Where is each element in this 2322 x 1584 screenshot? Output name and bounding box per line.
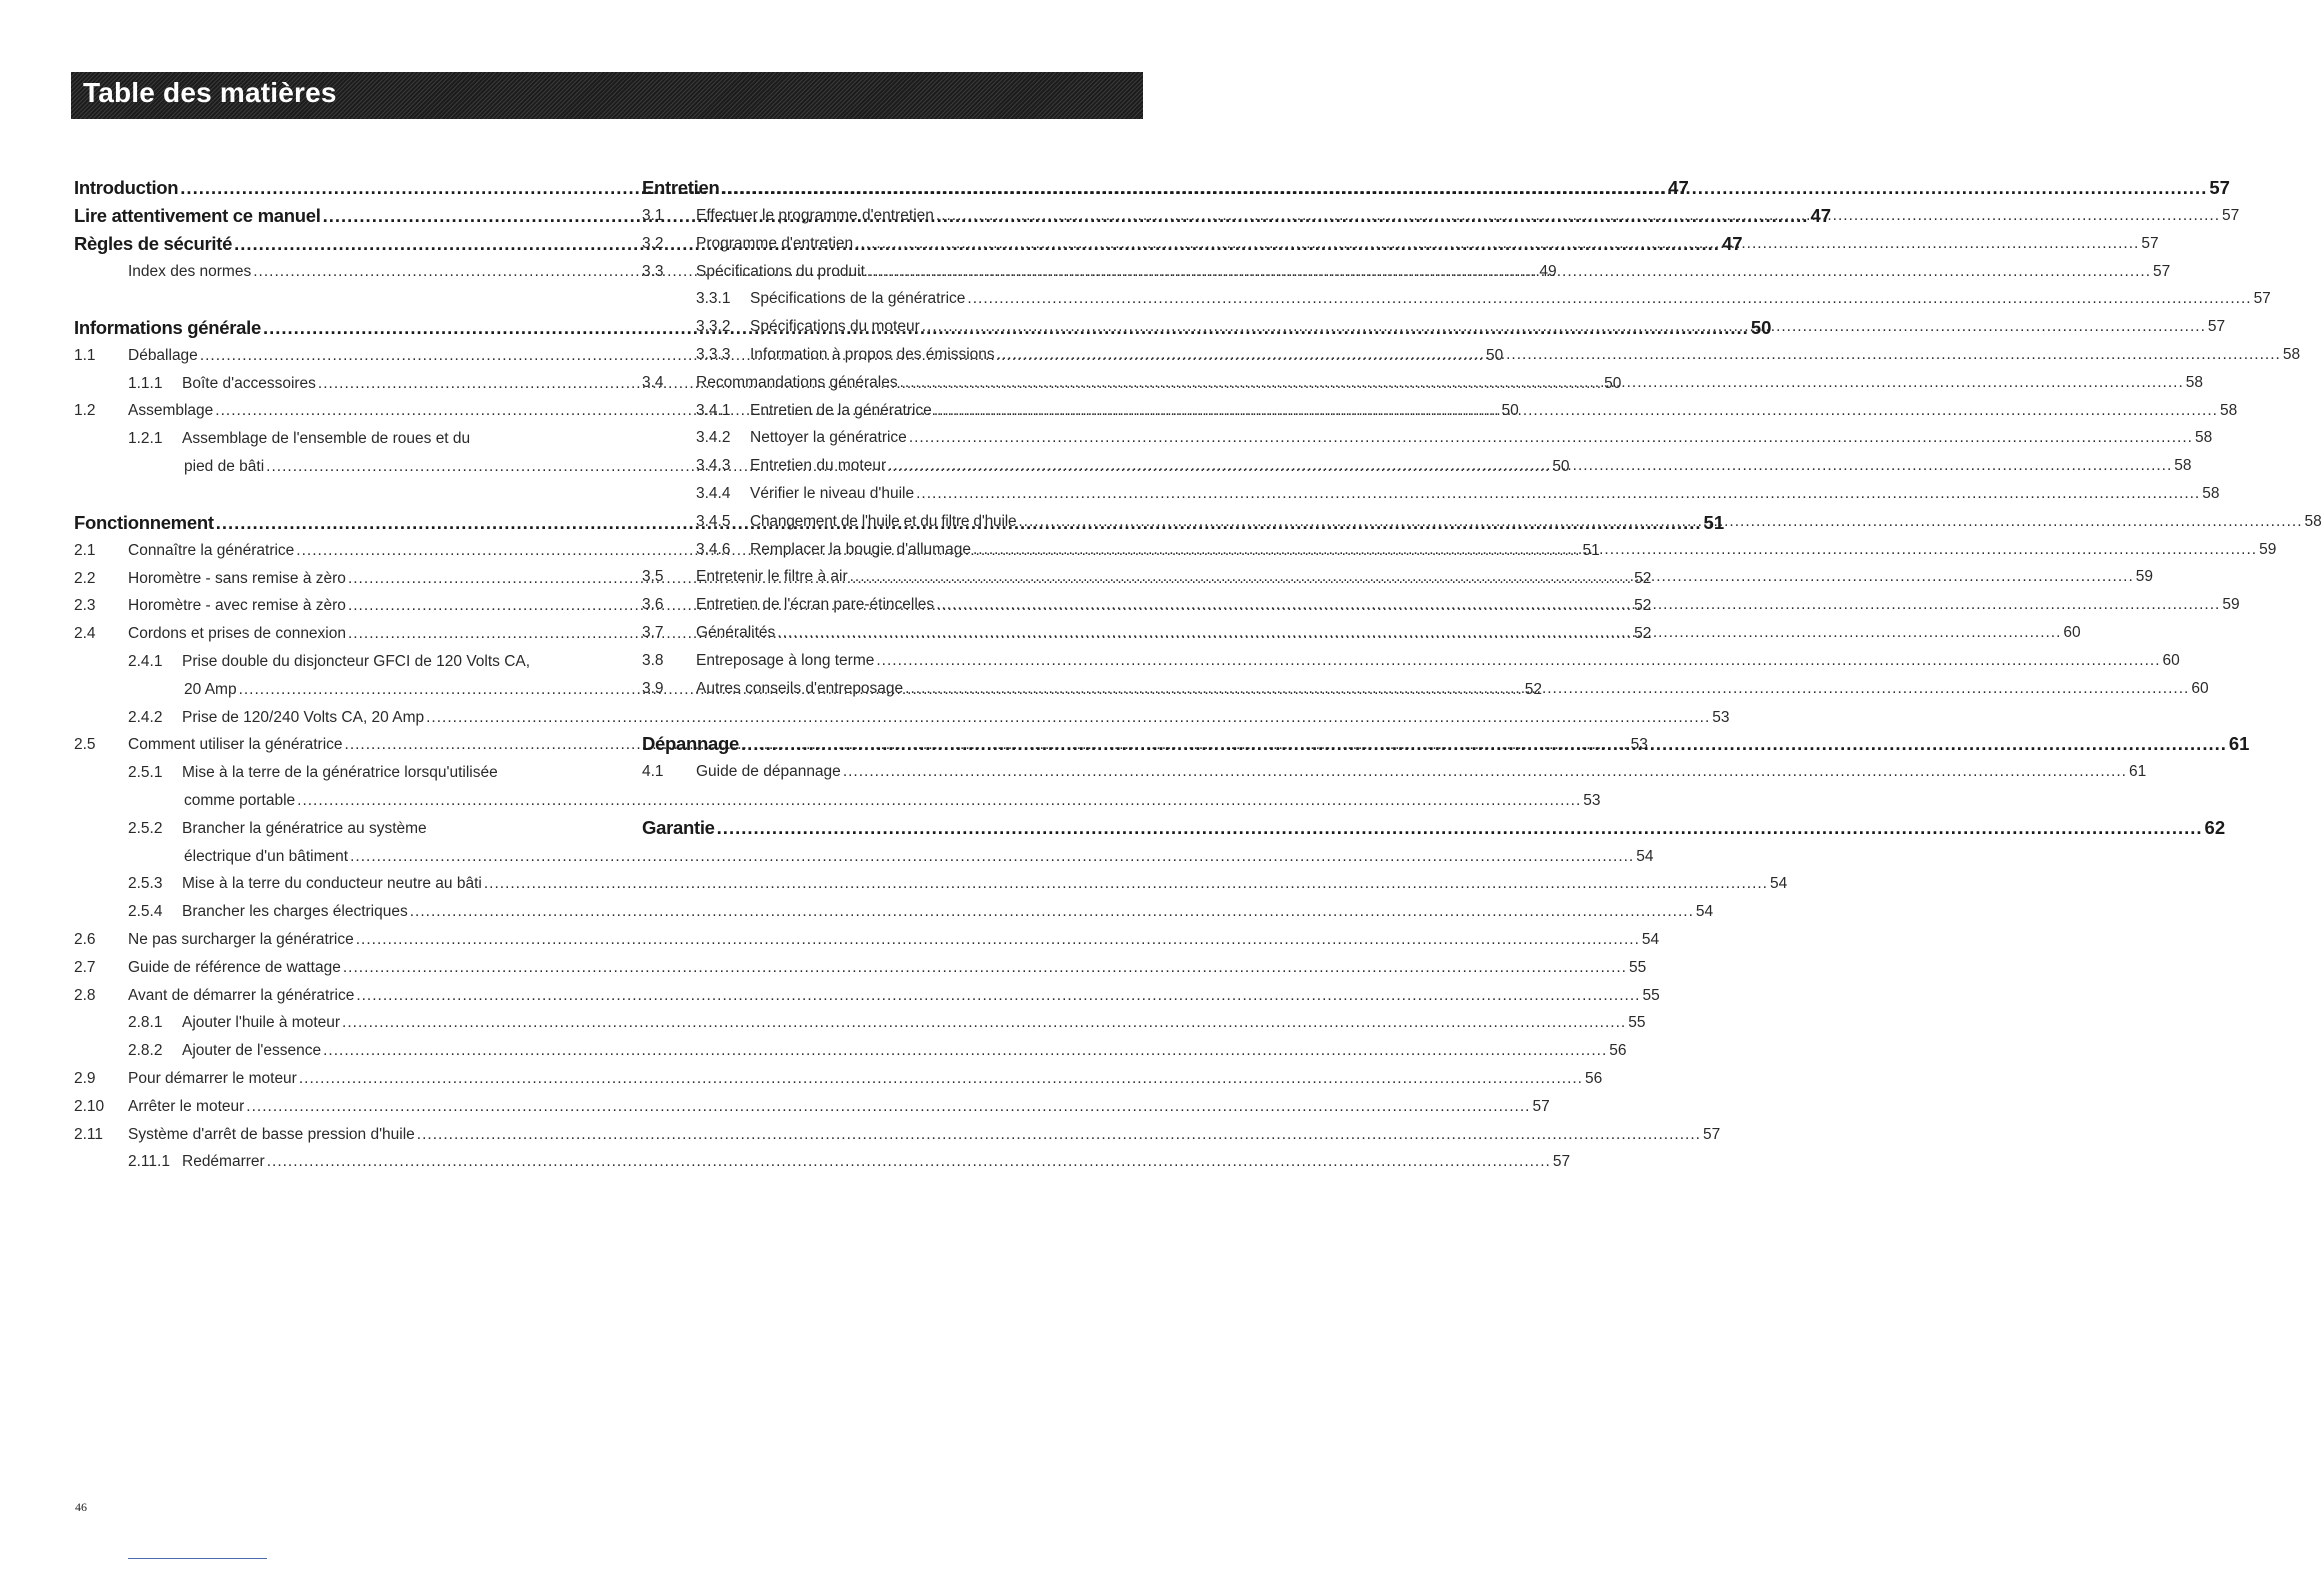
toc-entry-page: 57 [2207, 318, 2226, 336]
toc-entry-number: 3.3.3 [696, 345, 731, 363]
toc-entry-title: Cordons et prises de connexion [128, 625, 346, 643]
toc-entry-number: 2.4.1 [128, 652, 163, 670]
toc-entry-number: 3.4.5 [696, 512, 731, 530]
toc-entry-number: 2.5.1 [128, 764, 163, 782]
toc-entry-number: 3.4.1 [696, 401, 731, 419]
leader-dots [417, 1121, 1701, 1149]
toc-entry-page: 57 [2141, 234, 2159, 252]
toc-entry-2-5-2[interactable] [74, 815, 566, 843]
toc-entry-title: Recommandations générales [696, 373, 898, 391]
toc-entry-title: Déballage [128, 346, 198, 364]
leader-dots [905, 675, 2189, 703]
leader-dots [717, 814, 2203, 842]
toc-entry-number: 3.9 [642, 679, 664, 697]
toc-entry-title: Entreposage à long terme [696, 651, 875, 669]
toc-entry-title: Garantie [642, 817, 715, 839]
toc-entry-page: 61 [2228, 733, 2250, 755]
toc-entry-title: Changement de l'huile et du filtre d'huile [750, 512, 1017, 530]
toc-entry-page: 52 [1634, 569, 1652, 587]
toc-entry-2-9[interactable] [74, 1065, 1603, 1093]
toc-entry-title: Pour démarrer le moteur [128, 1069, 297, 1087]
toc-entry-page: 55 [1628, 1014, 1646, 1032]
leader-dots [936, 591, 2220, 619]
toc-entry-title: Arrêter le moteur [128, 1097, 245, 1115]
toc-entry-page: 58 [2219, 401, 2238, 419]
leader-dots [967, 285, 2251, 313]
toc-entry-3-4-4[interactable] [642, 480, 2220, 508]
toc-entry-title: Prise de 120/240 Volts CA, 20 Amp [182, 708, 425, 726]
leader-dots [410, 898, 1694, 926]
toc-entry-number: 3.3.2 [696, 318, 731, 336]
toc-entry-title: Brancher les charges électriques [182, 903, 408, 921]
toc-entry-title: Nettoyer la génératrice [750, 429, 907, 447]
toc-entry-page: 50 [1552, 457, 1570, 475]
toc-entry-title-cont: comme portable [184, 791, 296, 809]
toc-entry-2-11-1[interactable] [74, 1148, 1571, 1176]
toc-entry-page: 57 [1702, 1125, 1721, 1143]
toc-entry-page: 57 [2253, 290, 2271, 308]
toc-entry-number: 2.11.1 [128, 1153, 170, 1171]
toc-entry-title: Spécifications du produit [696, 262, 865, 280]
toc-entry-title: Entretien [642, 177, 720, 198]
toc-entry-number: 2.8.2 [128, 1042, 163, 1060]
toc-entry-title: Comment utiliser la génératrice [128, 736, 343, 754]
toc-entry-2-11[interactable] [74, 1121, 1721, 1149]
toc-entry-page: 58 [2202, 484, 2220, 502]
toc-entry-number: 2.2 [74, 569, 96, 587]
toc-entry-title: Entretien de l'écran pare-étincelles [696, 596, 935, 614]
toc-entry-page: 58 [2304, 512, 2322, 530]
toc-entry-title: Vérifier le niveau d'huile [750, 484, 915, 502]
toc-entry-number: 1.1.1 [128, 374, 163, 392]
toc-entry-number: 3.1 [642, 207, 664, 224]
toc-entry-page: 47 [1721, 233, 1743, 254]
leader-dots [777, 619, 2061, 647]
toc-entry-title: Effectuer le programme d'entretien [696, 207, 934, 224]
toc-entry-title: Guide de dépannage [696, 763, 841, 781]
toc-entry-title: Remplacer la bougie d'allumage [750, 540, 971, 558]
toc-entry-number: 3.3 [642, 262, 664, 280]
toc-entry-2-8-1[interactable] [74, 1009, 1646, 1037]
toc-entry-title: Dépannage [642, 733, 740, 755]
toc-entry-2-5-4[interactable] [74, 898, 1714, 926]
toc-entry-page: 59 [2259, 540, 2277, 558]
footer-rule [128, 1558, 267, 1559]
toc-entry-1-2-1[interactable] [74, 425, 566, 453]
toc-entry-title: Généralités [696, 623, 776, 641]
toc-entry-3-3-1[interactable] [642, 285, 2271, 313]
section-spacer [74, 286, 566, 314]
toc-entry-number: 2.1 [74, 541, 96, 559]
toc-entry-number: 2.7 [74, 958, 96, 976]
toc-entry-3-4-2[interactable] [642, 424, 2213, 452]
leader-dots [973, 536, 2257, 564]
toc-entry-page: 59 [2135, 568, 2154, 586]
leader-dots [855, 230, 2139, 258]
toc-entry-number: 2.8 [74, 986, 96, 1004]
toc-entry-page: 58 [2194, 429, 2213, 447]
toc-entry-2-4-1[interactable] [74, 648, 566, 676]
toc-entry-number: 3.2 [642, 234, 664, 252]
toc-entry-title: Autres conseils d'entreposage [696, 679, 904, 697]
leader-dots [342, 1009, 1626, 1037]
toc-entry-page: 58 [2174, 457, 2192, 475]
toc-entry-page: 58 [2185, 373, 2204, 391]
toc-entry-page: 53 [1712, 708, 1730, 726]
leader-dots [934, 397, 2218, 425]
toc-entry-2-4-2[interactable] [74, 704, 1730, 732]
toc-entry-page: 51 [1582, 541, 1600, 559]
toc-entry-page: 47 [1810, 205, 1832, 226]
toc-entry-number: 1.1 [74, 346, 96, 364]
toc-entry-page: 60 [2063, 623, 2081, 641]
toc-entry-number: 2.5 [74, 736, 96, 754]
toc-entry-2-5-1-cont[interactable] [74, 787, 1601, 815]
header-banner [71, 72, 1143, 119]
toc-entry-page: 50 [1604, 374, 1622, 392]
toc-entry-2-7[interactable] [74, 954, 1647, 982]
toc-entry-2-5-1[interactable] [74, 759, 566, 787]
toc-entry-title: Système d'arrêt de basse pression d'huile [128, 1125, 415, 1143]
toc-entry-2-5-3[interactable] [74, 870, 1788, 898]
toc-entry-page: 56 [1609, 1042, 1627, 1060]
toc-entry-page: 50 [1750, 316, 1772, 338]
toc-entry-title: Spécifications de la génératrice [750, 290, 966, 308]
toc-entry-title: Boîte d'accessoires [182, 374, 316, 392]
toc-entry-number: 3.7 [642, 623, 664, 641]
toc-entry-page: 52 [1634, 625, 1652, 643]
toc-entry-page: 57 [2222, 207, 2240, 224]
toc-entry-page: 56 [1585, 1069, 1603, 1087]
toc-entry-number: 2.4.2 [128, 708, 163, 726]
leader-dots [299, 1065, 1583, 1093]
leader-dots [721, 174, 2207, 202]
toc-entry-page: 50 [1501, 402, 1519, 420]
toc-entry-title: Redémarrer [182, 1153, 265, 1171]
toc-entry-number: 2.5.4 [128, 903, 163, 921]
leader-dots [267, 1148, 1551, 1176]
toc-entry-number: 4.1 [642, 763, 664, 781]
toc-entry-page: 47 [1668, 177, 1689, 198]
toc-entry-title: Mise à la terre de la génératrice lorsqu'utilisée [182, 764, 498, 782]
toc-entry-title: Informations générale [74, 316, 261, 338]
toc-entry-number: 2.3 [74, 597, 96, 615]
toc-entry-title-cont: électrique d'un bâtiment [184, 847, 349, 865]
toc-entry-page: 53 [1583, 791, 1601, 809]
toc-entry-page: 57 [1552, 1153, 1571, 1171]
page-number: 46 [75, 1500, 87, 1514]
toc-entry-title: Entretien de la génératrice [750, 401, 932, 419]
toc-entry-number: 1.2.1 [128, 430, 163, 448]
toc-entry-page: 49 [1539, 263, 1557, 280]
toc-entry-title: Programme d'entretien [696, 234, 854, 252]
toc-entry-2-5-2-cont[interactable] [74, 843, 1654, 871]
toc-entry-title: Lire attentivement ce manuel [74, 205, 321, 226]
toc-entry-title: Brancher la génératrice au système [182, 819, 427, 837]
toc-entry-title-cont: 20 Amp [184, 680, 237, 698]
toc-entry-number: 3.5 [642, 568, 664, 586]
toc-entry-title: Règles de sécurité [74, 233, 233, 254]
toc-entry-2-8-2[interactable] [74, 1037, 1627, 1065]
toc-entry-number: 3.3.1 [696, 290, 731, 308]
toc-entry-title: Entretenir le filtre à air [696, 568, 848, 586]
toc-entry-number: 2.5.3 [128, 875, 163, 893]
toc-entry-number: 1.2 [74, 402, 96, 420]
section-spacer [642, 702, 1134, 730]
leader-dots [350, 843, 1634, 871]
toc-entry-page: 57 [1532, 1097, 1550, 1115]
toc-entry-title: Ne pas surcharger la génératrice [128, 930, 354, 948]
toc-entry-number: 2.10 [74, 1097, 105, 1115]
leader-dots [741, 730, 2227, 758]
toc-entry-number: 3.8 [642, 651, 664, 669]
toc-entry-page: 55 [1629, 958, 1647, 976]
toc-entry-page: 61 [2128, 763, 2147, 781]
toc-entry-title: Connaître la génératrice [128, 541, 295, 559]
leader-dots [343, 954, 1627, 982]
toc-entry-garantie[interactable] [642, 814, 2226, 842]
toc-entry-title: Ajouter l'huile à moteur [182, 1014, 341, 1032]
toc-entry-page: 50 [1485, 346, 1504, 364]
section-spacer [74, 481, 566, 509]
leader-dots [916, 480, 2200, 508]
toc-entry-title: Information à propos des émissions [750, 345, 995, 363]
toc-entry-page: 60 [2191, 679, 2209, 697]
toc-entry-title: Horomètre - sans remise à zèro [128, 569, 346, 587]
toc-entry-page: 60 [2162, 651, 2180, 669]
leader-dots [936, 202, 2220, 230]
toc-entry-title: Horomètre - avec remise à zèro [128, 597, 346, 615]
toc-entry-number: 3.4.4 [696, 484, 731, 502]
toc-entry-page: 52 [1634, 597, 1652, 615]
toc-entry-number: 2.11 [74, 1125, 104, 1143]
leader-dots [850, 563, 2134, 591]
toc-entry-page: 54 [1770, 875, 1788, 893]
leader-dots [888, 452, 2172, 480]
toc-entry-title: Index des normes [128, 263, 252, 280]
toc-entry-title: Avant de démarrer la génératrice [128, 986, 355, 1004]
page-title: Table des matières [83, 77, 337, 108]
toc-entry-title: Mise à la terre du conducteur neutre au bâti [182, 875, 482, 893]
toc-entry-page: 54 [1695, 903, 1714, 921]
toc-entry-page: 52 [1524, 680, 1542, 698]
toc-entry-title: Guide de référence de wattage [128, 958, 341, 976]
toc-entry-title-cont: pied de bâti [184, 457, 265, 475]
toc-entry-page: 53 [1630, 736, 1648, 754]
toc-entry-title: Ajouter de l'essence [182, 1042, 322, 1060]
toc-entry-page: 57 [2209, 177, 2230, 198]
leader-dots [356, 982, 1640, 1010]
toc-entry-number: 3.4 [642, 373, 664, 391]
leader-dots [997, 341, 2281, 369]
toc-entry-title: Entretien du moteur [750, 457, 887, 475]
toc-entry-title: Prise double du disjoncteur GFCI de 120 Volts CA, [182, 652, 531, 670]
toc-entry-number: 3.4.6 [696, 540, 731, 558]
toc-entry-title: Introduction [74, 177, 179, 198]
leader-dots [843, 758, 2127, 786]
toc-entry-page: 55 [1642, 986, 1660, 1004]
leader-dots [922, 313, 2206, 341]
toc-entry-number: 2.4 [74, 625, 96, 643]
leader-dots [900, 369, 2184, 397]
toc-entry-title: Assemblage de l'ensemble de roues et du [182, 430, 471, 448]
leader-dots [484, 870, 1768, 898]
toc-entry-page: 59 [2222, 596, 2240, 614]
leader-dots [867, 258, 2151, 286]
toc-entry-page: 58 [2282, 345, 2301, 363]
toc-entry-number: 2.9 [74, 1069, 96, 1087]
leader-dots [246, 1093, 1530, 1121]
toc-entry-page: 62 [2204, 817, 2226, 839]
leader-dots [356, 926, 1640, 954]
toc-entry-page: 51 [1703, 511, 1725, 533]
leader-dots [909, 424, 2193, 452]
toc-entry-page: 57 [2153, 262, 2171, 280]
toc-entry-4-1[interactable] [642, 758, 2147, 786]
toc-entry-page: 54 [1636, 847, 1654, 865]
toc-entry-2-8[interactable] [74, 982, 1660, 1010]
toc-entry-title: Fonctionnement [74, 511, 214, 533]
toc-entry-3-8[interactable] [642, 647, 2180, 675]
section-spacer [642, 786, 1134, 814]
toc-entry-number: 2.8.1 [128, 1014, 163, 1032]
toc-entry-title: Spécifications du moteur [750, 318, 920, 336]
toc-entry-number: 2.5.2 [128, 819, 163, 837]
toc-entry-number: 2.6 [74, 930, 96, 948]
leader-dots [323, 1037, 1607, 1065]
toc-entry-page: 54 [1641, 930, 1660, 948]
toc-entry-number: 3.6 [642, 596, 664, 614]
toc-entry-2-10[interactable] [74, 1093, 1550, 1121]
leader-dots [876, 647, 2160, 675]
leader-dots [1018, 508, 2302, 536]
toc-entry-2-6[interactable] [74, 926, 1660, 954]
toc-entry-number: 3.4.3 [696, 457, 731, 475]
toc-entry-title: Assemblage [128, 402, 214, 420]
toc-entry-number: 3.4.2 [696, 429, 731, 447]
